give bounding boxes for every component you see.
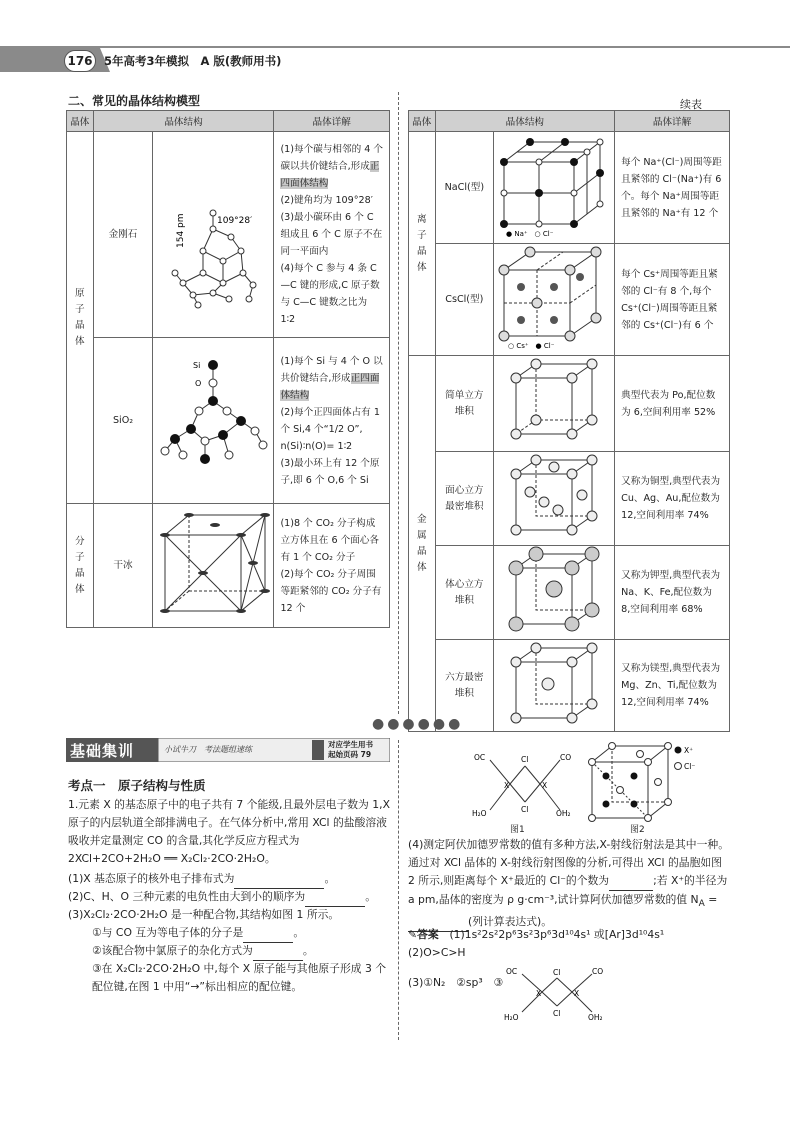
fcc-name: 面心立方最密堆积 xyxy=(435,452,494,546)
svg-text:OH₂: OH₂ xyxy=(588,1013,603,1022)
nacl-figure xyxy=(494,132,614,240)
fcc-structure xyxy=(494,452,615,546)
svg-text:H₂O: H₂O xyxy=(504,1013,519,1022)
svg-text:Cl: Cl xyxy=(553,968,561,977)
column-divider xyxy=(398,92,399,714)
question-part4: (4)测定阿伏加德罗常数的值有多种方法,X-射线衍射法是其中一种。通过对 XCl 晶体的 X-射线衍射图像的分析,可得出 XCl 的晶胞如图 2 所示,则距离每个 X⁺最近的 Cl⁻的个数为 ;若 X⁺的半径为 a pm,晶体的密度为 ρ g·cm⁻³,试计算阿伏加德罗常数的值 $N_A$ = (列计算表达式)。 xyxy=(408,836,730,932)
sio2-structure xyxy=(153,338,274,504)
bcc-name: 体心立方堆积 xyxy=(435,546,494,640)
fig2-label: 图2 xyxy=(630,825,645,835)
svg-text:X: X xyxy=(504,781,510,790)
column-divider-lower xyxy=(398,740,399,1040)
question-part3: (3)X₂Cl₂·2CO·2H₂O 是一种配合物,其结构如图 1 所示。 xyxy=(68,908,340,921)
fig2-legend-x: X⁺ xyxy=(684,746,694,755)
fcc-detail: 又称为铜型,典型代表为 Cu、Ag、Au,配位数为 12,空间利用率 74% xyxy=(615,452,730,546)
header-crystal: 晶体 xyxy=(67,111,94,132)
question-part3c: ③在 X₂Cl₂·2CO·2H₂O 中,每个 X 原子能与其他原子形成 3 个配位键,在图 1 中用“→”标出相应的配位键。 xyxy=(92,962,387,993)
svg-text:OC: OC xyxy=(506,967,518,976)
dryice-detail: (1)8 个 CO₂ 分子构成立方体且在 6 个面心各有 1 个 CO₂ 分子 (2)每个 CO₂ 分子周围等距紧邻的 CO₂ 分子有 12 个 xyxy=(274,504,390,628)
sio2-figure xyxy=(153,339,273,499)
class-ionic: 离子晶体 xyxy=(409,132,436,356)
crystal-table-right xyxy=(408,110,730,732)
svg-text:Cl: Cl xyxy=(553,1009,561,1018)
svg-text:CO: CO xyxy=(560,753,572,762)
answer-line1: ✎答案 (1)1s²2s²2p⁶3s²3p⁶3d¹⁰4s¹ 或[Ar]3d¹⁰4s¹ xyxy=(408,928,665,941)
nacl-detail: 每个 Na⁺(Cl⁻)周围等距且紧邻的 Cl⁻(Na⁺)有 6 个。每个 Na⁺周围等距且紧邻的 Na⁺有 12 个 xyxy=(615,132,730,244)
sc-detail: 典型代表为 Po,配位数为 6,空间利用率 52% xyxy=(615,356,730,452)
hcp-detail: 又称为镁型,典型代表为 Mg、Zn、Ti,配位数为 12,空间利用率 74% xyxy=(615,640,730,732)
r-header-crystal: 晶体 xyxy=(409,111,436,132)
answer-line3: (3)①N₂ ②sp³ ③ xyxy=(408,976,504,989)
question-part3b: ②该配合物中氯原子的杂化方式为 。 xyxy=(68,942,392,961)
class-metal: 金属晶体 xyxy=(409,356,436,732)
diamond-bond-label: 154 pm xyxy=(176,213,187,248)
header-structure: 晶体结构 xyxy=(93,111,274,132)
answer-figure xyxy=(502,962,612,1024)
nacl-legend: ● Na⁺ ○ Cl⁻ xyxy=(506,230,554,238)
diamond-detail: (1)每个碳与相邻的 4 个碳以共价键结合,形成正四面体结构 (2)键角均为 109°28′ (3)最小碳环由 6 个 C 组成且 6 个 C 原子不在同一平面内 (4)每个 C 参与 4 条 C—C 键的形成,C 原子数与 C—C 键数之比为 1∶2 xyxy=(274,132,390,338)
hcp-structure xyxy=(494,640,615,732)
class-molecular: 分子晶体 xyxy=(67,504,94,628)
svg-text:OC: OC xyxy=(474,753,486,762)
diamond-structure xyxy=(153,132,274,338)
jichu-title: 基础集训 xyxy=(70,742,135,760)
fcc-figure xyxy=(494,452,614,542)
sio2-si-label: Si xyxy=(193,361,201,370)
question-stem: 1.元素 X 的基态原子中的电子共有 7 个能级,且最外层电子数为 1,X 原子的内层轨道全部排满电子。在气体分析中,常用 XCl 的盐酸溶液吸收并定量测定 CO 的含量,其化学反应方程式为 2XCl+2CO+2H₂O ══ X₂Cl₂·2CO·2H₂O。 xyxy=(68,798,390,865)
jichu-slogan: 小试牛刀 考法题组速练 xyxy=(164,745,252,754)
figure1 xyxy=(470,744,580,826)
sc-name: 简单立方堆积 xyxy=(435,356,494,452)
cscl-legend: ○ Cs⁺ ● Cl⁻ xyxy=(508,342,555,350)
class-atomic: 原子晶体 xyxy=(67,132,94,504)
nacl-name: NaCl(型) xyxy=(435,132,494,244)
cscl-name: CsCl(型) xyxy=(435,244,494,356)
page-number: 176 xyxy=(64,50,96,72)
crystal-table-left xyxy=(66,110,390,628)
dryice-figure xyxy=(153,505,273,623)
svg-text:H₂O: H₂O xyxy=(472,809,487,818)
sc-figure xyxy=(494,356,614,448)
dryice-name: 干冰 xyxy=(93,504,153,628)
section-title: 二、常见的晶体结构模型 xyxy=(68,94,201,108)
r-header-detail: 晶体详解 xyxy=(615,111,730,132)
question-part3a: ①与 CO 互为等电子体的分子是 。 xyxy=(68,924,392,943)
r-header-structure: 晶体结构 xyxy=(435,111,615,132)
dryice-structure xyxy=(153,504,274,628)
svg-text:Cl: Cl xyxy=(521,805,529,814)
cscl-figure xyxy=(494,244,614,352)
sio2-detail: (1)每个 Si 与 4 个 O 以共价键结合,形成正四面体结构 (2)每个正四面体占有 1 个 Si,4 个“1/2 O”, n(Si)∶n(O)= 1∶2 (3)最小环上有 12 个原子,即 6 个 O,6 个 Si xyxy=(274,338,390,504)
kaodian-title: 考点一 原子结构与性质 xyxy=(68,778,206,793)
svg-text:X: X xyxy=(536,989,542,998)
sio2-name: SiO₂ xyxy=(93,338,153,504)
section-separator: ●●●●●● xyxy=(372,716,464,732)
bcc-detail: 又称为钾型,典型代表为 Na、K、Fe,配位数为 8,空间利用率 68% xyxy=(615,546,730,640)
diamond-angle-label: 109°28′ xyxy=(217,216,253,226)
figure2 xyxy=(582,740,702,822)
svg-text:X: X xyxy=(574,989,580,998)
sio2-o-label: O xyxy=(195,379,202,388)
bcc-structure xyxy=(494,546,615,640)
jichu-note: 对应学生用书 起始页码 79 xyxy=(328,740,373,759)
hcp-figure xyxy=(494,640,614,728)
nacl-structure xyxy=(494,132,615,244)
hcp-name: 六方最密堆积 xyxy=(435,640,494,732)
svg-text:OH₂: OH₂ xyxy=(556,809,571,818)
header-detail: 晶体详解 xyxy=(274,111,390,132)
svg-text:X: X xyxy=(542,781,548,790)
sc-structure xyxy=(494,356,615,452)
question-part2: (2)C、H、O 三种元素的电负性由大到小的顺序为 。 xyxy=(68,888,392,907)
diamond-figure xyxy=(153,133,273,333)
book-title: 5年高考3年模拟 A 版(教师用书) xyxy=(104,54,282,68)
cscl-structure xyxy=(494,244,615,356)
bcc-figure xyxy=(494,546,614,636)
cscl-detail: 每个 Cs⁺周围等距且紧邻的 Cl⁻有 8 个,每个 Cs⁺(Cl⁻)周围等距且紧邻的 Cs⁺(Cl⁻)有 6 个 xyxy=(615,244,730,356)
answer-line2: (2)O>C>H xyxy=(408,946,466,959)
continued-label: 续表 xyxy=(680,98,702,111)
fig2-legend-cl: Cl⁻ xyxy=(684,762,696,771)
diamond-name: 金刚石 xyxy=(93,132,153,338)
svg-text:Cl: Cl xyxy=(521,755,529,764)
question-part1: (1)X 基态原子的核外电子排布式为 。 xyxy=(68,870,392,889)
fig1-label: 图1 xyxy=(510,825,525,835)
svg-text:CO: CO xyxy=(592,967,604,976)
